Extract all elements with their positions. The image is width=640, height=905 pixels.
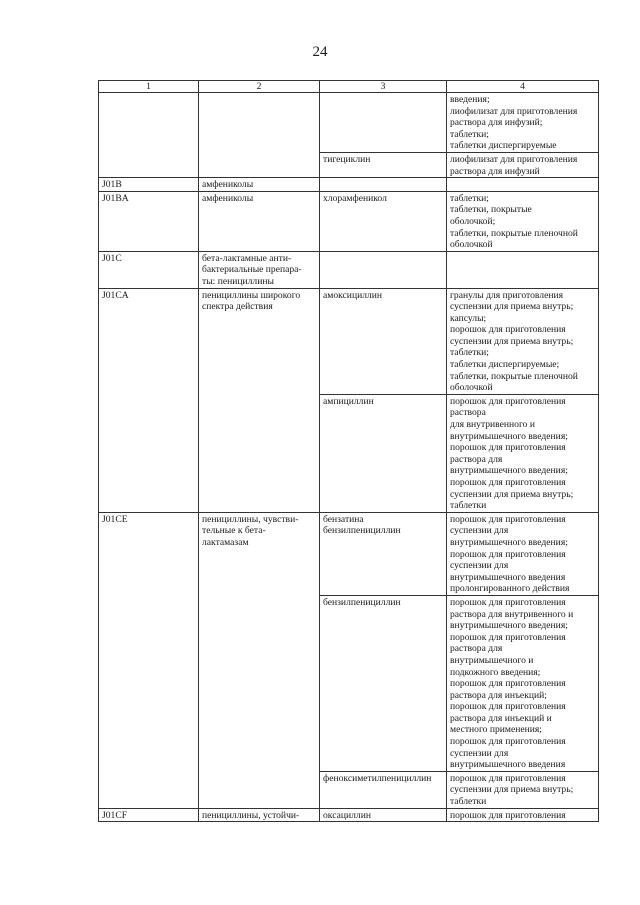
drug-name-cell-line: бензилпенициллин: [323, 596, 401, 608]
drug-name-cell-line: бензилпенициллин: [323, 525, 401, 537]
group-name-cell: [199, 288, 320, 512]
dosage-forms-cell-line: раствора для внутривенного и: [450, 608, 574, 620]
dosage-forms-cell-line: оболочкой: [450, 382, 493, 394]
table-row: [99, 178, 599, 192]
column-header: 2: [199, 81, 320, 93]
drug-name-cell: [320, 394, 447, 512]
column-header: 3: [320, 81, 447, 93]
dosage-forms-cell-line: порошок для приготовления: [450, 395, 566, 407]
drug-name-cell-line: бензатина: [323, 513, 364, 525]
dosage-forms-cell-line: таблетки диспергируемые: [450, 140, 557, 152]
group-name-cell-line: бактериальные препара-: [202, 264, 302, 276]
dosage-forms-cell-line: раствора для: [450, 643, 503, 655]
dosage-forms-cell: [447, 152, 599, 177]
dosage-forms-cell-line: капсулы;: [450, 312, 487, 324]
group-name-cell-line: спектра действия: [202, 301, 273, 313]
drug-name-cell-line: амоксициллин: [323, 289, 383, 301]
drug-name-cell: [320, 251, 447, 288]
dosage-forms-cell-line: суспензии для приема внутрь;: [450, 301, 574, 313]
drug-name-cell: [320, 771, 447, 808]
dosage-forms-cell-line: внутримышечного введения: [450, 571, 566, 583]
dosage-forms-cell-line: раствора для инъекций;: [450, 689, 547, 701]
group-name-cell-line: пенициллины, устойчи-: [202, 809, 300, 821]
dosage-forms-cell-line: раствора для инфузий: [450, 165, 540, 177]
dosage-forms-cell-line: раствора для инфузий;: [450, 117, 543, 129]
atc-code-cell: [99, 93, 199, 178]
group-name-cell: [199, 191, 320, 251]
atc-code-cell: J01B: [99, 178, 199, 192]
atc-code-cell: J01CE: [99, 512, 199, 808]
dosage-forms-cell-line: лиофилизат для приготовления: [450, 105, 578, 117]
dosage-forms-cell: [447, 93, 599, 153]
dosage-forms-cell: [447, 191, 599, 251]
table-row: [99, 251, 599, 288]
dosage-forms-cell-line: подкожного введения;: [450, 666, 541, 678]
dosage-forms-cell-line: таблетки диспергируемые;: [450, 359, 560, 371]
dosage-forms-cell-line: таблетки: [450, 796, 487, 808]
dosage-forms-cell-line: порошок для приготовления: [450, 631, 566, 643]
page-number: 24: [312, 44, 328, 60]
dosage-forms-cell-line: порошок для приготовления: [450, 678, 566, 690]
dosage-forms-cell-line: раствора для инъекций и: [450, 712, 552, 724]
dosage-forms-cell: [447, 178, 599, 192]
column-header: 1: [99, 81, 199, 93]
group-name-cell: [199, 93, 320, 178]
dosage-forms-cell-line: порошок для приготовления: [450, 477, 566, 488]
drug-name-cell-line: оксациллин: [323, 809, 371, 821]
dosage-forms-cell-line: порошок для приготовления: [450, 513, 566, 525]
dosage-forms-cell-line: порошок для приготовления: [450, 596, 566, 608]
atc-code-cell: J01BA: [99, 191, 199, 251]
atc-code-cell: J01C: [99, 251, 199, 288]
dosage-forms-cell-line: оболочкой: [450, 239, 493, 251]
drug-name-cell: [320, 595, 447, 771]
dosage-forms-cell-line: порошок для приготовления: [450, 442, 566, 454]
dosage-forms-cell-line: суспензии для: [450, 747, 509, 759]
dosage-forms-cell: [447, 595, 599, 771]
dosage-forms-cell-line: для внутривенного и: [450, 419, 536, 431]
dosage-forms-cell-line: раствора: [450, 407, 486, 419]
dosage-forms-cell-line: порошок для приготовления: [450, 772, 566, 784]
drug-name-cell: [320, 93, 447, 153]
dosage-forms-cell-line: таблетки;: [450, 347, 489, 359]
drug-name-cell: [320, 152, 447, 177]
group-name-cell-line: пенициллины широкого: [202, 289, 301, 301]
column-header: 4: [447, 81, 599, 93]
atc-code-cell: J01CA: [99, 288, 199, 512]
dosage-forms-cell: [447, 288, 599, 394]
dosage-forms-cell-line: внутримышечного введения;: [450, 536, 568, 548]
medicines-table: [98, 80, 599, 822]
dosage-forms-cell-line: оболочкой;: [450, 215, 496, 227]
group-name-cell-line: бета-лактамные анти-: [202, 252, 292, 264]
dosage-forms-cell-line: введения;: [450, 94, 490, 105]
dosage-forms-cell-line: суспензии для приема внутрь;: [450, 784, 574, 796]
dosage-forms-cell-line: порошок для приготовления: [450, 701, 566, 713]
drug-name-cell: [320, 191, 447, 251]
dosage-forms-cell-line: суспензии для приема внутрь;: [450, 488, 574, 500]
dosage-forms-cell-line: местного применения;: [450, 724, 542, 736]
dosage-forms-cell-line: порошок для приготовления: [450, 548, 566, 560]
dosage-forms-cell-line: внутримышечного введения;: [450, 430, 568, 442]
dosage-forms-cell: [447, 251, 599, 288]
drug-name-cell: [320, 288, 447, 394]
group-name-cell-line: амфениколы: [202, 179, 254, 191]
dosage-forms-cell-line: порошок для приготовления: [450, 809, 566, 821]
dosage-forms-cell-line: раствора для: [450, 453, 503, 465]
dosage-forms-cell-line: внутримышечного введения: [450, 759, 566, 771]
drug-name-cell-line: ампициллин: [323, 395, 374, 407]
group-name-cell-line: амфениколы: [202, 192, 254, 204]
dosage-forms-cell: [447, 512, 599, 595]
group-name-cell-line: лактамазам: [202, 536, 249, 548]
group-name-cell-line: пенициллины, чувстви-: [202, 513, 299, 525]
table-row: [99, 191, 599, 251]
drug-name-cell-line: феноксиметилпенициллин: [323, 772, 432, 784]
table-row: [99, 808, 599, 822]
table-row: [99, 93, 599, 153]
dosage-forms-cell-line: таблетки;: [450, 192, 489, 204]
dosage-forms-cell-line: лиофилизат для приготовления: [450, 153, 578, 165]
group-name-cell: [199, 251, 320, 288]
group-name-cell: [199, 178, 320, 192]
dosage-forms-cell-line: таблетки, покрытые: [450, 204, 532, 216]
dosage-forms-cell-line: порошок для приготовления: [450, 736, 566, 748]
drug-name-cell-line: тигециклин: [323, 153, 371, 165]
dosage-forms-cell-line: таблетки, покрытые пленочной: [450, 370, 578, 382]
table-row: [99, 288, 599, 394]
table-header-row: [99, 81, 599, 93]
group-name-cell: [199, 512, 320, 808]
dosage-forms-cell-line: суспензии для приема внутрь;: [450, 335, 574, 347]
dosage-forms-cell-line: таблетки, покрытые пленочной: [450, 227, 578, 239]
group-name-cell-line: ты: пенициллины: [202, 275, 274, 287]
drug-name-cell: [320, 178, 447, 192]
dosage-forms-cell-line: внутримышечного введения;: [450, 620, 568, 632]
dosage-forms-cell-line: внутримышечного введения;: [450, 465, 568, 477]
group-name-cell-line: тельные к бета-: [202, 525, 266, 537]
dosage-forms-cell-line: пролонгированного действия: [450, 583, 570, 595]
dosage-forms-cell-line: гранулы для приготовления: [450, 289, 564, 301]
dosage-forms-cell-line: таблетки;: [450, 128, 489, 140]
dosage-forms-cell-line: порошок для приготовления: [450, 324, 566, 336]
dosage-forms-cell-line: суспензии для: [450, 525, 509, 537]
group-name-cell: [199, 808, 320, 822]
drug-name-cell: [320, 512, 447, 595]
table-row: [99, 512, 599, 595]
drug-name-cell: [320, 808, 447, 822]
dosage-forms-cell-line: суспензии для: [450, 560, 509, 572]
atc-code-cell: J01CF: [99, 808, 199, 822]
dosage-forms-cell-line: таблетки: [450, 500, 487, 512]
dosage-forms-cell: [447, 771, 599, 808]
table-body: [99, 93, 599, 822]
drug-name-cell-line: хлорамфеникол: [323, 192, 387, 204]
dosage-forms-cell: [447, 808, 599, 822]
dosage-forms-cell-line: внутримышечного и: [450, 654, 534, 666]
dosage-forms-cell: [447, 394, 599, 512]
